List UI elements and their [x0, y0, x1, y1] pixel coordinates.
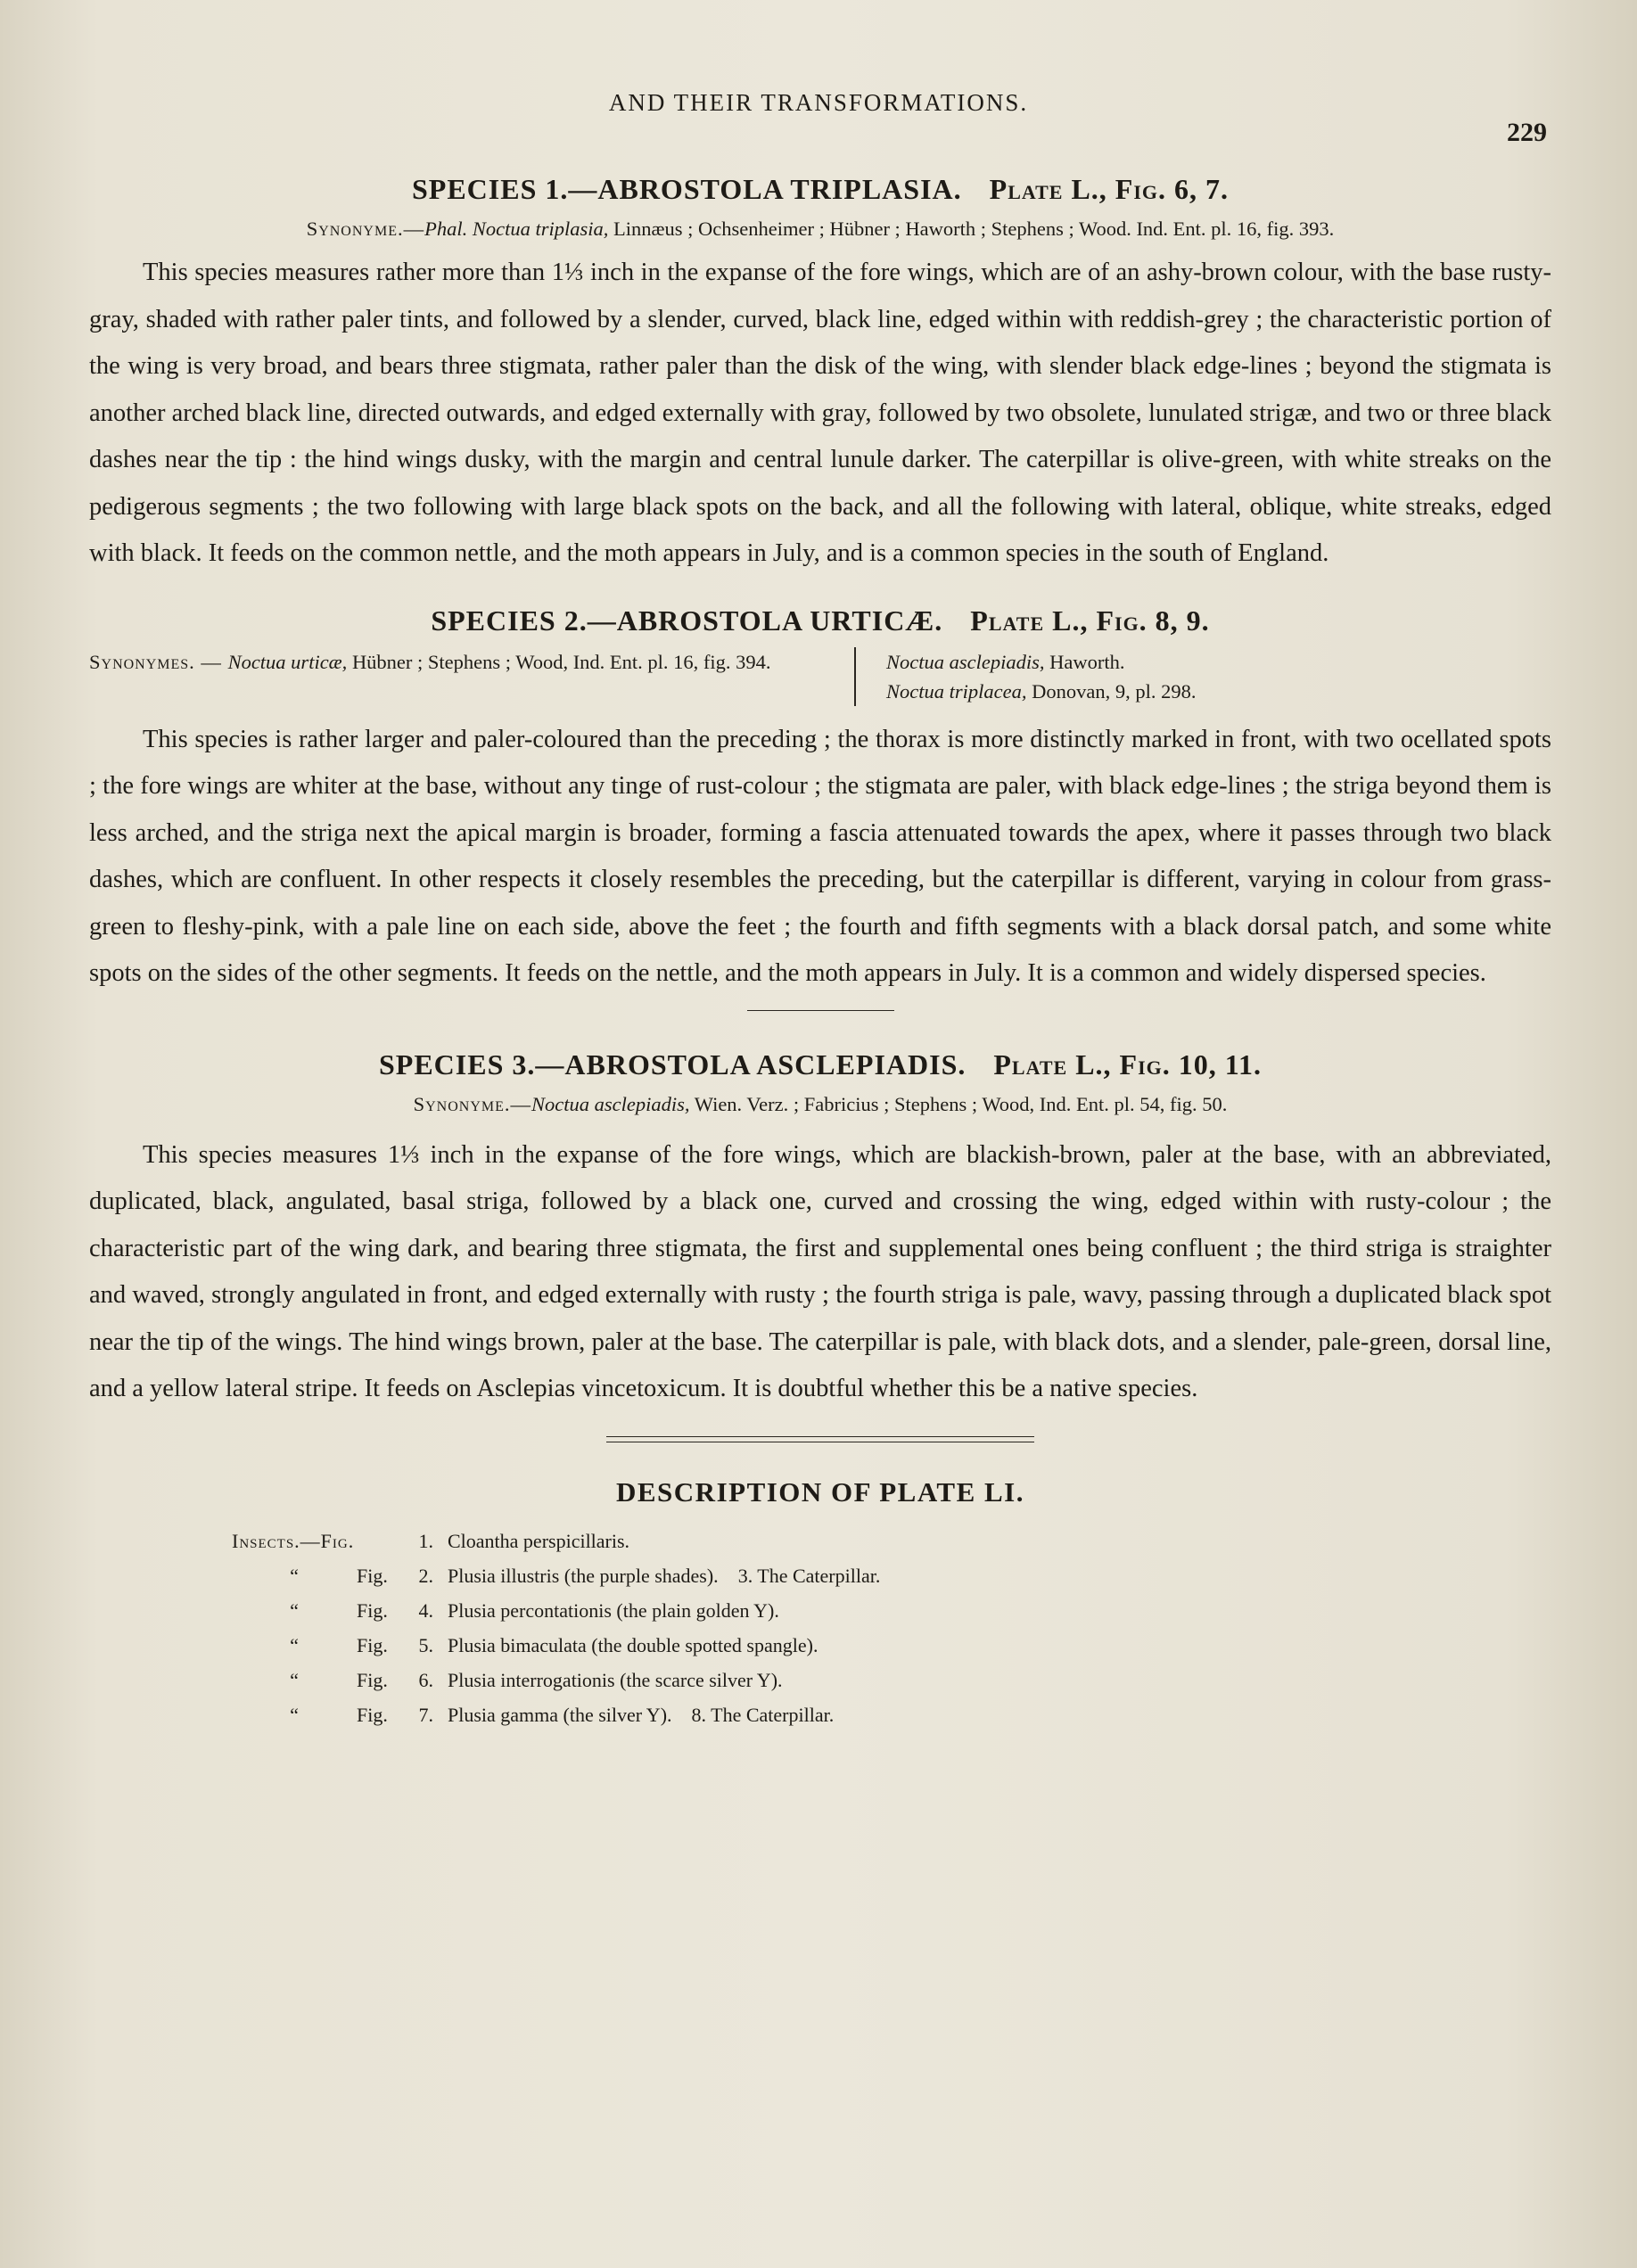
- species-1-plate-ref: Plate L., Fig. 6, 7.: [989, 173, 1230, 205]
- figure-caption: Plusia interrogationis (the scarce silver Y).: [448, 1669, 783, 1691]
- plate-description-title: DESCRIPTION OF PLATE LI.: [615, 1475, 1024, 1508]
- figure-caption: Plusia percontationis (the plain golden Y).: [448, 1599, 779, 1622]
- figure-caption: Plusia gamma (the silver Y).: [448, 1704, 672, 1726]
- synonyme-entry: [886, 677, 1196, 706]
- species-2-plate-ref: Plate L., Fig. 8, 9.: [970, 604, 1210, 637]
- figure-number: 4.: [418, 1599, 433, 1622]
- fig-label: Fig.: [357, 1565, 388, 1587]
- synonyme-entry: [886, 647, 1196, 677]
- figure-number: 7.: [418, 1704, 433, 1726]
- rule-line: [606, 1436, 1034, 1437]
- species-3-title: [89, 1045, 1551, 1084]
- synonyme-authorities: Hübner ; Stephens ; Wood, Ind. Ent. pl. 16, fig. 394.: [347, 650, 771, 673]
- synonyme-lead: Synonyme.—: [306, 218, 425, 240]
- synonyme-name: Noctua urticæ,: [227, 650, 348, 673]
- ditto-mark: “: [290, 1599, 299, 1622]
- page-number: 229: [1507, 118, 1547, 147]
- species-1-synonyme: [89, 214, 1551, 244]
- species-2-synonymes: [89, 647, 1551, 706]
- figure-number: 2.: [418, 1565, 433, 1587]
- fig-label: Fig.: [357, 1634, 388, 1656]
- figure-caption: Cloantha perspicillaris.: [448, 1530, 630, 1552]
- synonyme-name: Phal. Noctua triplasia,: [424, 218, 609, 240]
- fig-label: Fig.: [357, 1669, 388, 1691]
- ditto-mark: “: [290, 1669, 299, 1691]
- species-3-synonyme: [89, 1089, 1551, 1120]
- figure-extra: 8. The Caterpillar.: [691, 1704, 835, 1726]
- insects-lead: Insects.—Fig.: [232, 1530, 355, 1552]
- species-3-section: [89, 1045, 1551, 1413]
- ditto-mark: “: [290, 1565, 299, 1587]
- page-body: [89, 169, 1551, 1733]
- synonyme-authorities: Wien. Verz. ; Fabricius ; Stephens ; Wood, Ind. Ent. pl. 54, fig. 50.: [689, 1092, 1228, 1115]
- plate-description-section: [89, 1476, 1551, 1733]
- double-rule: [89, 1436, 1551, 1442]
- list-item: [232, 1594, 1551, 1629]
- list-item: [232, 1559, 1551, 1594]
- synonymes-left-column: [89, 647, 856, 706]
- synonyme-authorities: Donovan, 9, pl. 298.: [1026, 679, 1197, 703]
- species-1-description: This species measures rather more than 1⅓ inch in the expanse of the fore wings, which are of an ashy-brown colour, with the base rusty-gray, shaded with rather paler tints, and followed by a slender, curved, black line, edged within with reddish-grey ; the characteristic portion of the wing is very broad, and bears three stigmata, rather paler than the disk of the wing, with slender black edge-lines ; beyond the stigmata is another arched black line, directed outwards, and edged externally with gray, followed by two obsolete, lunulated strigæ, and two or three black dashes near the tip : the hind wings dusky, with the margin and central lunule darker. The caterpillar is olive-green, with white streaks on the pedigerous segments ; the two following with large black spots on the back, and all the following with lateral, oblique, white streaks, edged with black. It feeds on the common nettle, and the moth appears in July, and is a common species in the south of England.: [89, 259, 1551, 567]
- running-head: AND THEIR TRANSFORMATIONS.: [608, 89, 1029, 116]
- species-1-title: [89, 169, 1551, 209]
- ditto-mark: “: [290, 1634, 299, 1656]
- synonyme-authorities: Haworth.: [1044, 650, 1125, 673]
- figure-list: [232, 1524, 1551, 1733]
- species-3-name: SPECIES 3.—ABROSTOLA ASCLEPIADIS.: [378, 1048, 967, 1081]
- synonyme-lead: Synonyme.—: [413, 1092, 532, 1115]
- section-divider: [747, 1010, 894, 1011]
- list-item: [232, 1524, 1551, 1559]
- synonymes-right-column: [856, 647, 1196, 706]
- figure-number: 6.: [418, 1669, 433, 1691]
- synonyme-authorities: Linnæus ; Ochsenheimer ; Hübner ; Haworth ; Stephens ; Wood. Ind. Ent. pl. 16, fig. 393.: [608, 218, 1335, 240]
- species-3-plate-ref: Plate L., Fig. 10, 11.: [993, 1048, 1262, 1081]
- figure-number: 1.: [418, 1530, 433, 1552]
- synonyme-name: Noctua asclepiadis,: [886, 650, 1045, 673]
- figure-extra: 3. The Caterpillar.: [737, 1565, 881, 1587]
- list-item: [232, 1664, 1551, 1698]
- species-3-description: This species measures 1⅓ inch in the expanse of the fore wings, which are blackish-brown, paler at the base, with an abbreviated, duplicated, black, angulated, basal striga, followed by a black one, curved and crossing the wing, edged within with rusty-colour ; the characteristic part of the wing dark, and bearing three stigmata, the first and supplemental ones being confluent ; the third striga is straighter and waved, strongly angulated in front, and edged externally with rusty ; the fourth striga is pale, wavy, passing through a duplicated black spot near the tip of the wings. The hind wings brown, paler at the base. The caterpillar is pale, with black dots, and a slender, pale-green, dorsal line, and a yellow lateral stripe. It feeds on Asclepias vincetoxicum. It is doubtful whether this be a native species.: [89, 1140, 1551, 1402]
- synonymes-lead: Synonymes. —: [89, 650, 228, 673]
- species-1-name: SPECIES 1.—ABROSTOLA TRIPLASIA.: [411, 173, 962, 205]
- species-2-title: [89, 601, 1551, 640]
- species-1-section: [89, 169, 1551, 578]
- synonyme-name: Noctua triplacea,: [886, 679, 1027, 703]
- figure-caption: Plusia illustris (the purple shades).: [448, 1565, 719, 1587]
- synonyme-name: Noctua asclepiadis,: [531, 1092, 690, 1115]
- species-2-description: This species is rather larger and paler-coloured than the preceding ; the thorax is more distinctly marked in front, with two ocellated spots ; the fore wings are whiter at the base, without any tinge of rust-colour ; the stigmata are paler, with black edge-lines ; the striga beyond them is less arched, and the striga next the apical margin is broader, forming a fascia attenuated towards the apex, where it passes through two black dashes, which are confluent. In other respects it closely resembles the preceding, but the caterpillar is different, varying in colour from grass-green to fleshy-pink, with a pale line on each side, above the feet ; the fourth and fifth segments with a black dorsal patch, and some white spots on the sides of the other segments. It feeds on the nettle, and the moth appears in July. It is a common and widely dispersed species.: [89, 725, 1551, 987]
- figure-caption: Plusia bimaculata (the double spotted spangle).: [448, 1634, 818, 1656]
- fig-label: Fig.: [357, 1704, 388, 1726]
- list-item: [232, 1629, 1551, 1664]
- species-2-section: [89, 601, 1551, 998]
- list-item: [232, 1698, 1551, 1733]
- figure-number: 5.: [418, 1634, 433, 1656]
- ditto-mark: “: [290, 1704, 299, 1726]
- fig-label: Fig.: [357, 1599, 388, 1622]
- species-2-name: SPECIES 2.—ABROSTOLA URTICÆ.: [431, 604, 943, 637]
